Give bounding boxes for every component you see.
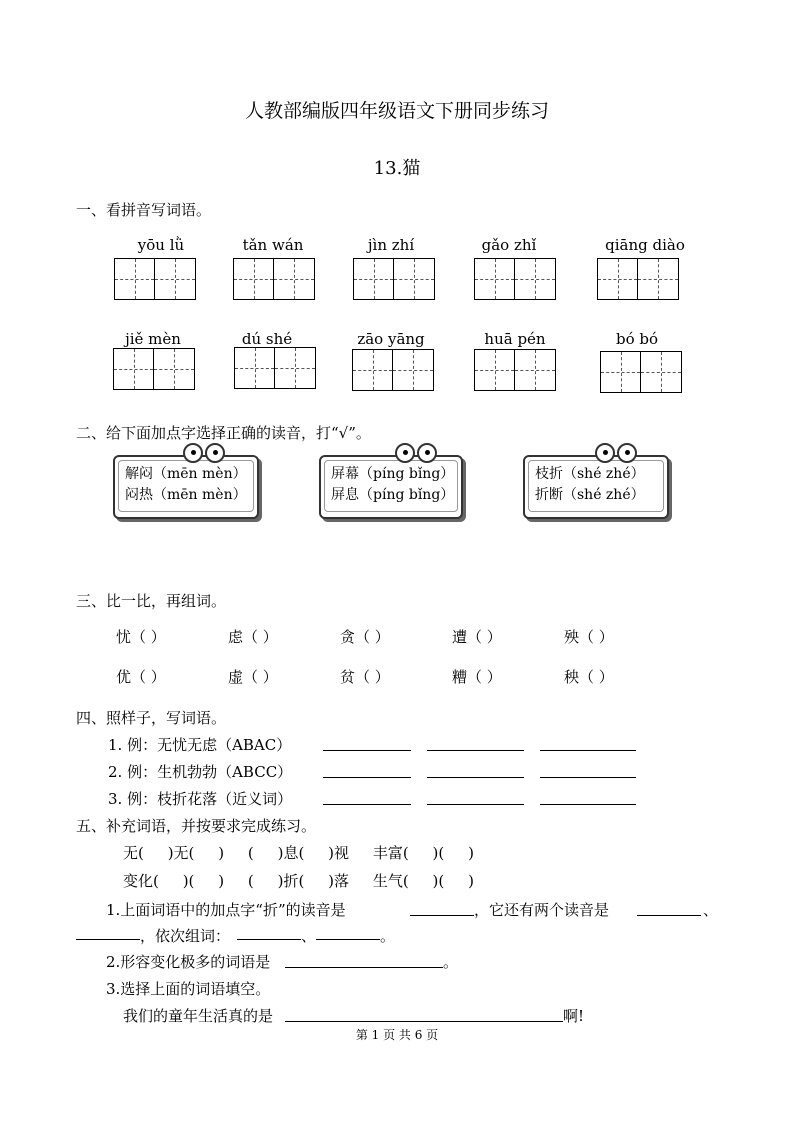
compare-item[interactable]: 殃（ ） [564,628,614,646]
card-line[interactable]: 屏幕（píng bǐng） [331,466,455,482]
idiom-line[interactable]: 无( )无( ) ( )息( )视 丰富( )( ) [123,844,474,862]
example-label: 2. 例：生机勃勃（ABCC） [108,763,293,781]
question-text: 。 [380,927,396,945]
lesson-title: 13.猫 [373,158,421,179]
writing-grid[interactable] [113,348,195,390]
pinyin-label: gǎo zhǐ [481,236,537,254]
answer-blank[interactable] [540,786,636,805]
answer-blank[interactable] [637,897,701,916]
page-footer: 第 1 页 共 6 页 [355,1028,439,1042]
binder-rings [183,443,233,465]
answer-blank[interactable] [427,732,524,751]
answer-blank[interactable] [410,897,474,916]
question-text: 3.选择上面的词语填空。 [106,980,271,998]
compare-item[interactable]: 虚（ ） [228,668,278,686]
pinyin-label: jiě mèn [125,330,181,348]
section3-heading: 三、比一比，再组词。 [76,592,227,610]
section2-heading: 二、给下面加点字选择正确的读音，打“√”。 [76,424,371,442]
compare-item[interactable]: 遭（ ） [452,628,502,646]
compare-item[interactable]: 优（ ） [116,668,166,686]
question-text: 、 [703,901,719,919]
binder-rings [595,443,645,465]
section5-heading: 五、补充词语，并按要求完成练习。 [76,817,317,835]
example-label: 1. 例：无忧无虑（ABAC） [108,736,292,754]
card-line[interactable]: 屏息（píng bǐng） [331,487,455,503]
answer-blank[interactable] [237,921,301,940]
pinyin-label: tǎn wán [242,236,304,254]
card-line[interactable]: 枝折（shé zhé） [535,466,645,482]
writing-grid[interactable] [474,258,556,300]
answer-blank[interactable] [323,759,411,778]
writing-grid[interactable] [474,349,556,391]
writing-grid[interactable] [234,347,316,389]
section1-heading: 一、看拼音写词语。 [76,201,212,219]
question-text: 啊! [563,1007,585,1025]
pinyin-label: huā pén [484,330,546,348]
answer-blank[interactable] [323,732,411,751]
compare-item[interactable]: 忧（ ） [116,628,166,646]
question-text: ，依次组词： [140,927,231,945]
answer-blank[interactable] [285,1003,563,1022]
pinyin-label: zāo yāng [357,330,425,348]
question-text: 、 [301,927,317,945]
writing-grid[interactable] [597,258,679,300]
section4-heading: 四、照样子，写词语。 [76,709,227,727]
example-label: 3. 例：枝折花落（近义词） [108,790,293,808]
card-line[interactable]: 闷热（mēn mèn） [125,487,247,503]
question-text: 。 [443,953,459,971]
answer-blank[interactable] [285,949,443,968]
card-line[interactable]: 折断（shé zhé） [535,487,645,503]
compare-item[interactable]: 糟（ ） [452,668,502,686]
writing-grid[interactable] [233,258,315,300]
pinyin-label: dú shé [241,330,293,348]
answer-blank[interactable] [323,786,411,805]
pinyin-label: jìn zhí [367,236,415,254]
compare-item[interactable]: 贪（ ） [340,628,390,646]
binder-rings [395,443,445,465]
answer-blank[interactable] [427,786,524,805]
writing-grid[interactable] [114,258,196,300]
pinyin-label: qiāng diào [605,236,685,254]
compare-item[interactable]: 秧（ ） [564,668,614,686]
question-text: 我们的童年生活真的是 [123,1007,274,1025]
question-text: 1.上面词语中的加点字“折”的读音是 [106,901,346,919]
idiom-line[interactable]: 变化( )( ) ( )折( )落 生气( )( ) [123,872,474,890]
card-line[interactable]: 解闷（mēn mèn） [125,466,247,482]
page-title: 人教部编版四年级语文下册同步练习 [244,100,549,122]
question-text: 2.形容变化极多的词语是 [106,953,271,971]
compare-item[interactable]: 贫（ ） [340,668,390,686]
writing-grid[interactable] [600,351,682,393]
answer-blank[interactable] [76,921,140,940]
pinyin-label: bó bó [615,330,659,348]
compare-item[interactable]: 虑（ ） [228,628,278,646]
answer-blank[interactable] [427,759,524,778]
answer-blank[interactable] [540,732,636,751]
writing-grid[interactable] [353,258,435,300]
question-text: ，它还有两个读音是 [474,901,610,919]
writing-grid[interactable] [352,349,434,391]
answer-blank[interactable] [540,759,636,778]
pinyin-label: yōu lǜ [137,236,185,254]
answer-blank[interactable] [316,921,380,940]
